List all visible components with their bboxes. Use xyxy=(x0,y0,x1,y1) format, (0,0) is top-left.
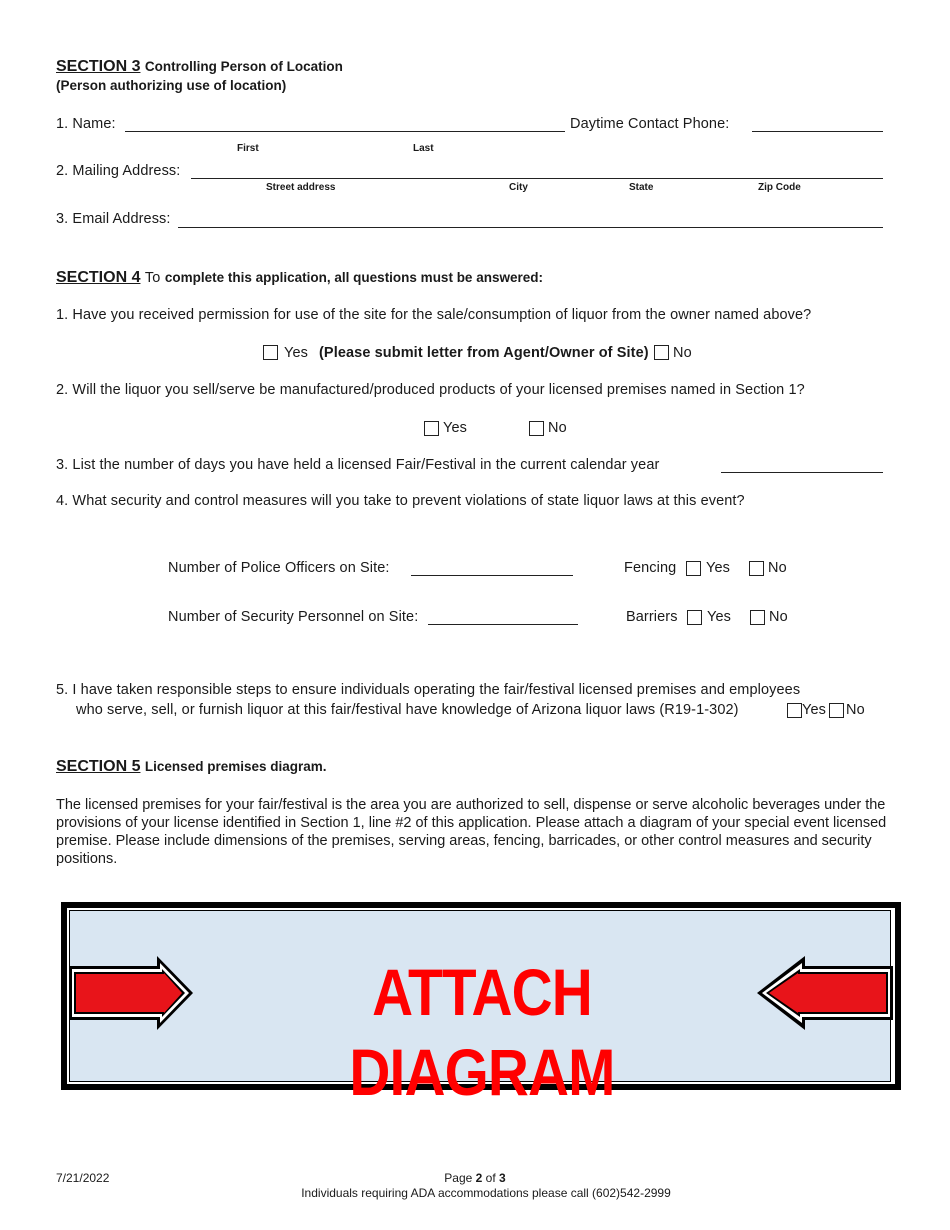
question-4: 4. What security and control measures will you take to prevent violations of state liquor laws at this event? xyxy=(56,493,745,509)
city-caption: City xyxy=(509,182,528,193)
fencing-no-label: No xyxy=(768,560,787,576)
q1-no-label: No xyxy=(673,345,692,361)
police-label: Number of Police Officers on Site: xyxy=(168,560,390,576)
section4-heading xyxy=(56,269,543,287)
q3-input-line[interactable] xyxy=(721,472,883,473)
fencing-label: Fencing xyxy=(624,560,677,576)
attach-diagram-banner xyxy=(61,902,901,1109)
q2-no-checkbox[interactable] xyxy=(529,421,544,436)
fencing-no-checkbox[interactable] xyxy=(749,561,764,576)
mailing-label: 2. Mailing Address: xyxy=(56,163,181,179)
section5-title: Licensed premises diagram. xyxy=(144,759,327,774)
phone-label: Daytime Contact Phone: xyxy=(570,116,730,132)
section5-heading xyxy=(56,758,327,776)
name-input-line[interactable] xyxy=(125,131,565,132)
q1-note: (Please submit letter from Agent/Owner of Site) xyxy=(319,345,649,361)
page-total: 3 xyxy=(499,1171,506,1185)
question-1: 1. Have you received permission for use of the site for the sale/consumption of liquor from the owner named above? xyxy=(56,307,812,323)
email-label: 3. Email Address: xyxy=(56,211,171,227)
security-input-line[interactable] xyxy=(428,624,578,625)
right-arrow-icon xyxy=(69,956,193,1030)
email-input-line[interactable] xyxy=(178,227,883,228)
question-5-line2: who serve, sell, or furnish liquor at this fair/festival have knowledge of Arizona liquor laws (R19-1-302) xyxy=(76,702,739,718)
q5-no-label: No xyxy=(846,702,865,718)
q5-yes-label: Yes xyxy=(802,702,826,718)
left-arrow-icon xyxy=(757,956,893,1030)
page-current: 2 xyxy=(475,1171,483,1185)
barriers-no-checkbox[interactable] xyxy=(750,610,765,625)
fencing-yes-label: Yes xyxy=(706,560,730,576)
question-2: 2. Will the liquor you sell/serve be manufactured/produced products of your licensed premises named in Section 1? xyxy=(56,382,805,398)
section3-label: SECTION 3 xyxy=(56,58,141,75)
section4-title: complete this application, all questions must be answered: xyxy=(164,270,543,285)
barriers-label: Barriers xyxy=(626,609,678,625)
state-caption: State xyxy=(629,182,654,193)
security-label: Number of Security Personnel on Site: xyxy=(168,609,419,625)
section3-heading xyxy=(56,58,343,76)
street-caption: Street address xyxy=(266,182,336,193)
attach-diagram-text: ATTACH DIAGRAM xyxy=(349,955,615,1109)
last-caption: Last xyxy=(413,143,434,154)
q2-yes-label: Yes xyxy=(443,420,467,436)
barriers-yes-checkbox[interactable] xyxy=(687,610,702,625)
footer-ada-note: Individuals requiring ADA accommodations please call (602)542-2999 xyxy=(301,1186,671,1200)
q5-yes-checkbox[interactable] xyxy=(787,703,802,718)
mailing-input-line[interactable] xyxy=(191,178,883,179)
q2-no-label: No xyxy=(548,420,567,436)
barriers-yes-label: Yes xyxy=(707,609,731,625)
section3-subtitle: (Person authorizing use of location) xyxy=(56,78,287,93)
footer-page: Page 2 of 3 xyxy=(444,1171,506,1185)
name-label: 1. Name: xyxy=(56,116,116,132)
fencing-yes-checkbox[interactable] xyxy=(686,561,701,576)
question-5-line1: 5. I have taken responsible steps to ensure individuals operating the fair/festival licensed premises and employees xyxy=(56,682,801,698)
section3-title: Controlling Person of Location xyxy=(144,59,343,74)
section5-label: SECTION 5 xyxy=(56,758,141,775)
section5-paragraph: The licensed premises for your fair/festival is the area you are authorized to sell, dispense or serve alcoholic beverages under the provisions of your license identified in Section 1, line #2 of this application. Please attach a diagram of your special event licensed premise. Please include dimensions of the premises, serving areas, fencing, barricades, or other control measures and security positions. xyxy=(56,797,887,867)
q1-no-checkbox[interactable] xyxy=(654,345,669,360)
q2-yes-checkbox[interactable] xyxy=(424,421,439,436)
q1-yes-label: Yes xyxy=(284,345,308,361)
police-input-line[interactable] xyxy=(411,575,573,576)
footer-date: 7/21/2022 xyxy=(56,1171,110,1185)
q1-yes-checkbox[interactable] xyxy=(263,345,278,360)
barriers-no-label: No xyxy=(769,609,788,625)
section4-title-to: To xyxy=(144,270,161,286)
question-3: 3. List the number of days you have held a licensed Fair/Festival in the current calendar year xyxy=(56,457,660,473)
first-caption: First xyxy=(237,143,259,154)
section4-label: SECTION 4 xyxy=(56,269,141,286)
zip-caption: Zip Code xyxy=(758,182,801,193)
q5-no-checkbox[interactable] xyxy=(829,703,844,718)
phone-input-line[interactable] xyxy=(752,131,883,132)
